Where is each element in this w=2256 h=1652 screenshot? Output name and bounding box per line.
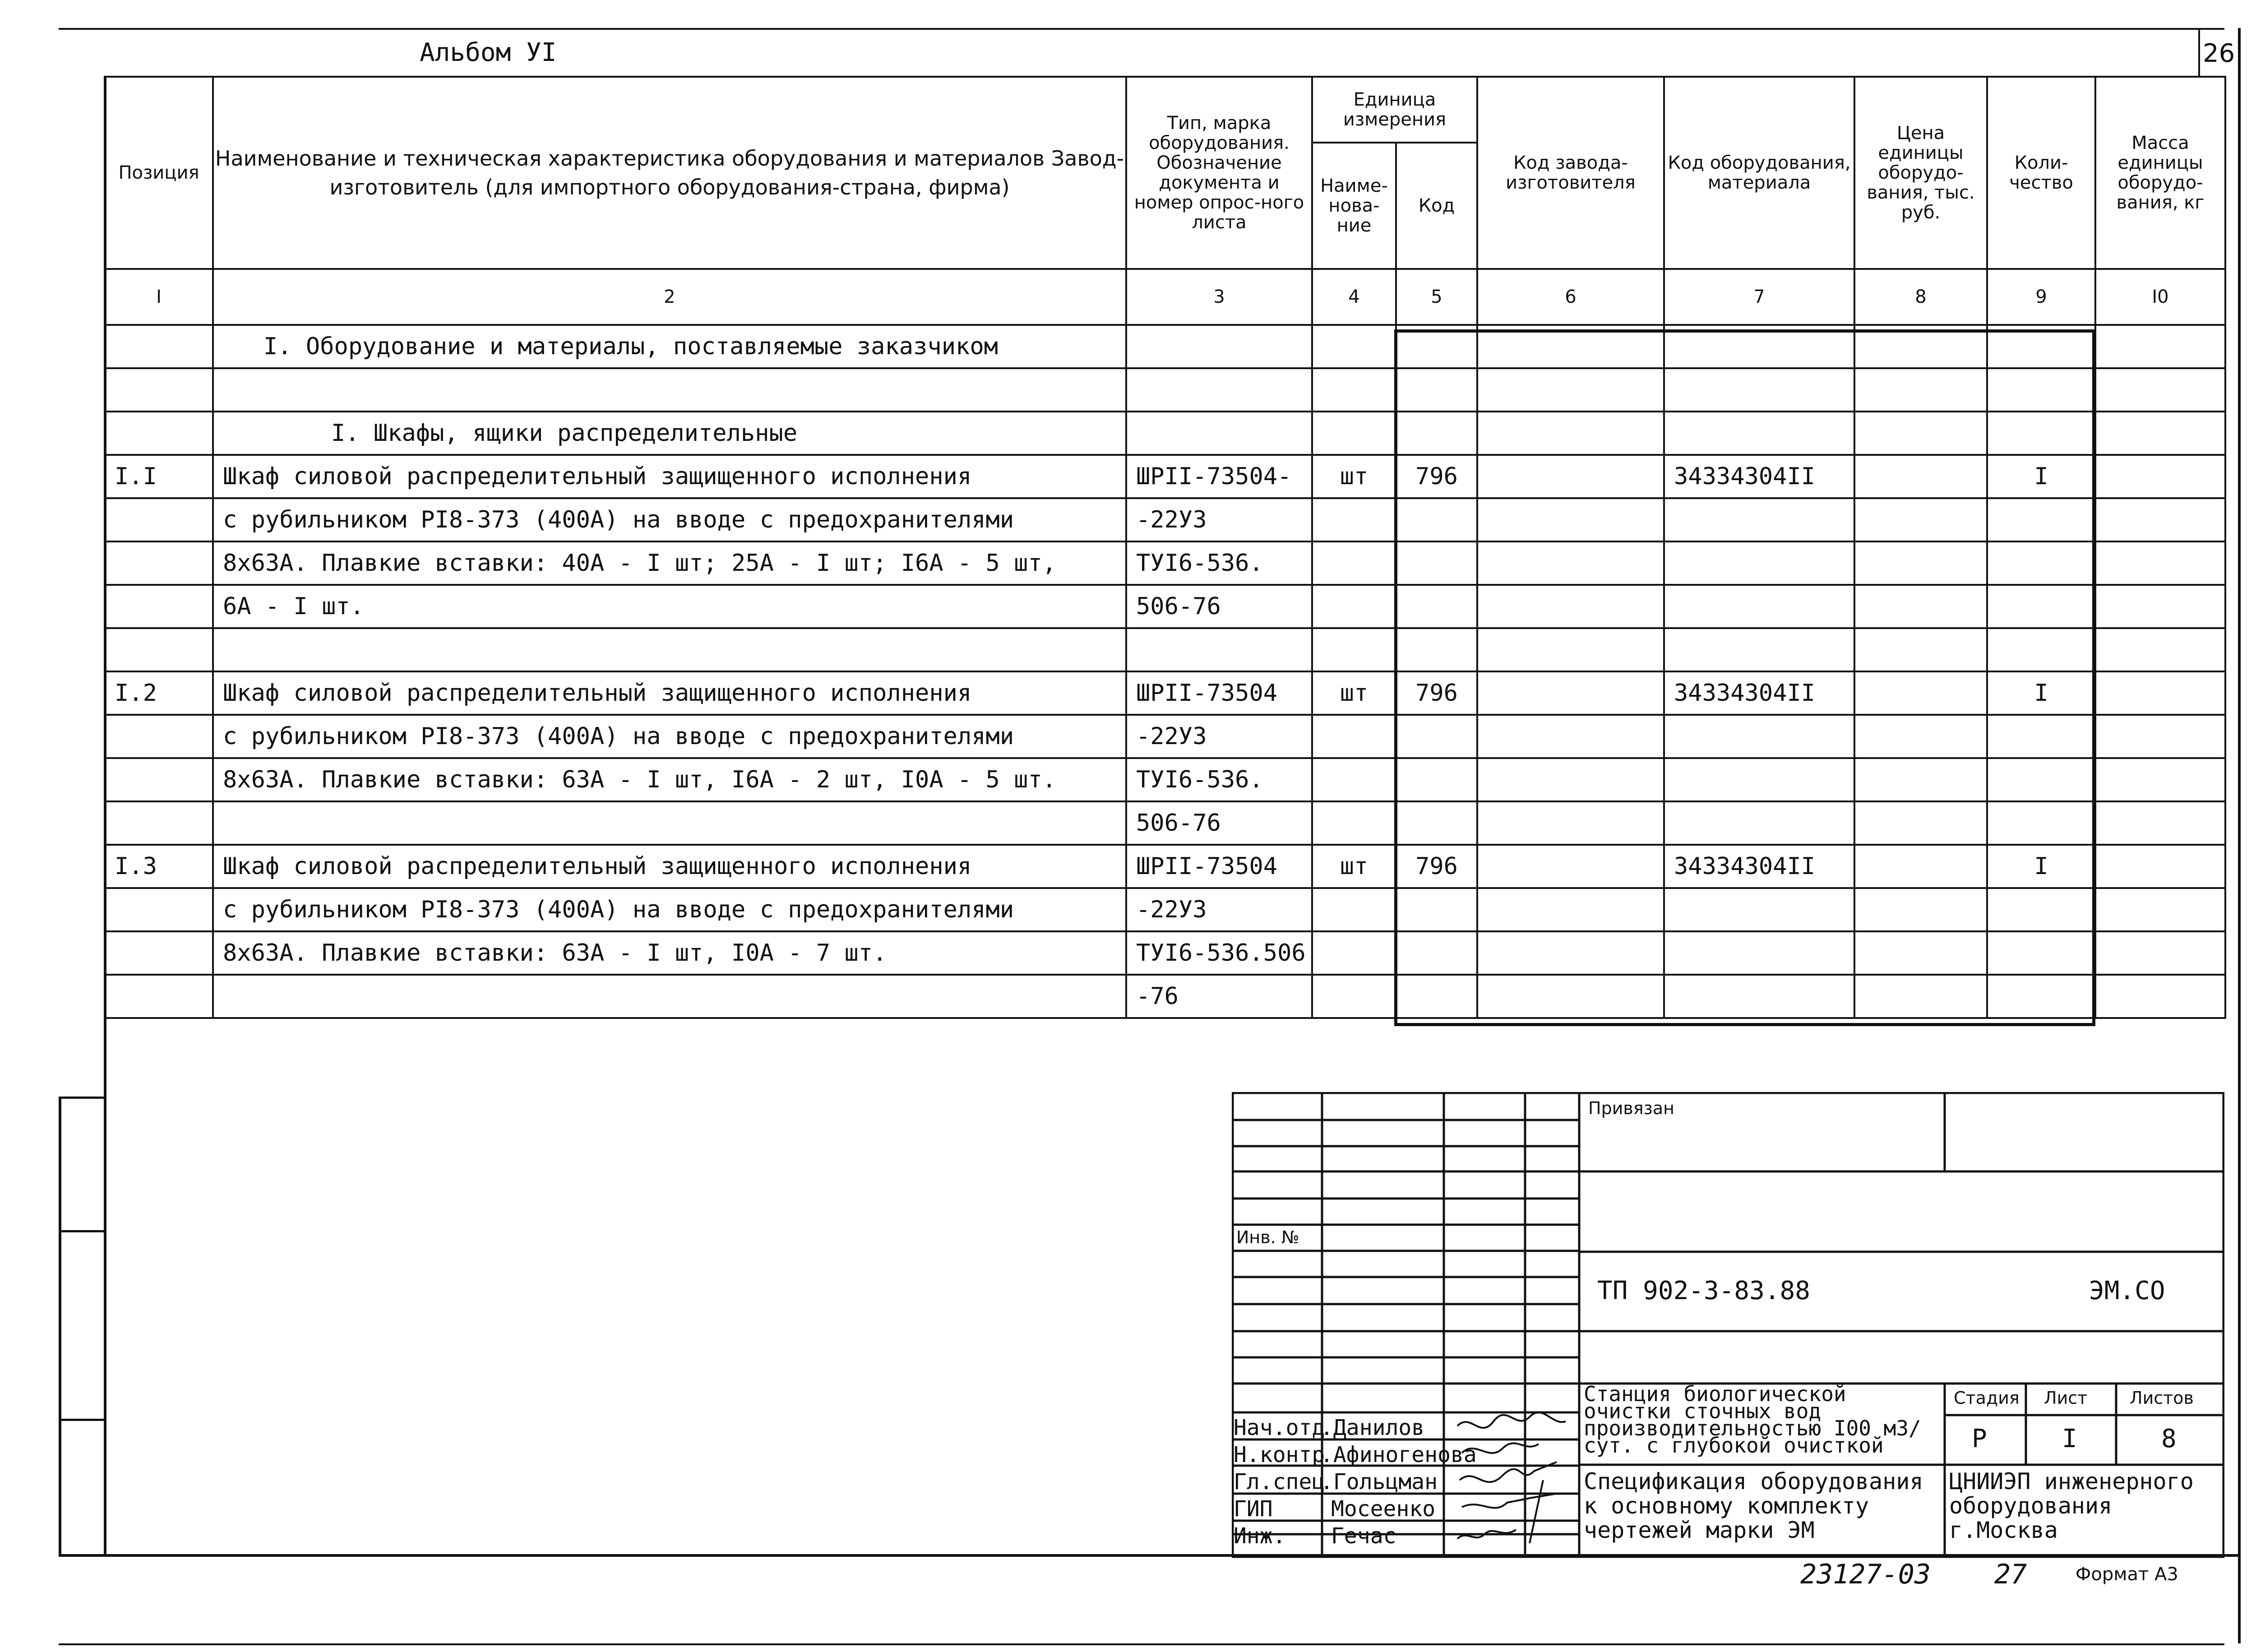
margin-strip-line-3: [59, 1419, 104, 1421]
unit-name-cell: [1312, 801, 1396, 845]
type-cell: -22У3: [1126, 888, 1312, 931]
qty-cell: I: [1987, 671, 2095, 715]
mass-cell: [2095, 412, 2225, 455]
document-mark: ЭМ.СО: [2089, 1276, 2165, 1305]
position-cell: [105, 888, 213, 931]
highlight-frame: [1394, 329, 2095, 1026]
type-cell: 506-76: [1126, 801, 1312, 845]
type-cell: ШРII-73504: [1126, 845, 1312, 888]
name-cell: с рубильником РI8-373 (400А) на вводе с предохранителями: [213, 498, 1126, 541]
unit-name-cell: [1312, 412, 1396, 455]
name-cell: [213, 975, 1126, 1018]
unit-code-cell: 796: [1396, 845, 1477, 888]
page-number: 26: [2203, 39, 2235, 68]
margin-strip-vertical: [59, 1097, 61, 1557]
unit-name-cell: [1312, 368, 1396, 412]
qty-cell: I: [1987, 455, 2095, 498]
name-cell: [213, 628, 1126, 671]
mass-cell: [2095, 455, 2225, 498]
signer-role: Нач.отд: [1234, 1415, 1325, 1440]
type-cell: [1126, 412, 1312, 455]
signer-name: .Данилов: [1320, 1415, 1425, 1440]
archive-number: 23127-03: [1800, 1559, 1931, 1590]
name-cell: 6А - I шт.: [213, 585, 1126, 628]
column-number: 4: [1312, 269, 1396, 325]
unit-name-cell: шт: [1312, 671, 1396, 715]
unit-name-cell: шт: [1312, 845, 1396, 888]
top-frame-line: [59, 28, 2224, 30]
type-cell: -22У3: [1126, 498, 1312, 541]
mass-cell: [2095, 585, 2225, 628]
type-cell: [1126, 325, 1312, 368]
album-label: Альбом УI: [420, 38, 557, 67]
column-number: I: [105, 269, 213, 325]
column-number: I0: [2095, 269, 2225, 325]
mass-cell: [2095, 931, 2225, 975]
col-maker-code-header: Код завода-изготовителя: [1477, 77, 1664, 269]
mass-cell: [2095, 845, 2225, 888]
type-cell: ТУI6-536.: [1126, 758, 1312, 801]
column-number: 9: [1987, 269, 2095, 325]
project-title: Станция биологической очистки сточных вод производительностью I00 м3/сут. с глубокой очисткой: [1584, 1382, 1921, 1458]
position-cell: [105, 412, 213, 455]
stage-value: Р: [1972, 1424, 1987, 1453]
col-equip-code-header: Код оборудования, материала: [1664, 77, 1854, 269]
page-number-box-left: [2198, 28, 2200, 78]
signatures-scribble: [1453, 1408, 1570, 1552]
sheets-label: Листов: [2130, 1388, 2194, 1408]
column-number: 6: [1477, 269, 1664, 325]
position-cell: [105, 498, 213, 541]
mass-cell: [2095, 758, 2225, 801]
mass-cell: [2095, 498, 2225, 541]
equip-code-cell: 34334304II: [1664, 671, 1854, 715]
name-cell: Шкаф силовой распределительный защищенного исполнения: [213, 671, 1126, 715]
type-cell: -22У3: [1126, 715, 1312, 758]
position-cell: [105, 715, 213, 758]
type-cell: -76: [1126, 975, 1312, 1018]
bottom-frame-line: [59, 1643, 2224, 1645]
name-cell: [213, 368, 1126, 412]
right-frame-line: [2238, 28, 2241, 1643]
type-cell: ТУI6-536.: [1126, 541, 1312, 585]
col-name-header: Наименование и техническая характеристика оборудования и материалов Завод-изготовитель (для импортного оборудования-страна, фирма): [213, 77, 1126, 269]
privyazan-label: Привязан: [1588, 1098, 1674, 1118]
mass-cell: [2095, 888, 2225, 931]
position-cell: [105, 325, 213, 368]
name-cell: с рубильником РI8-373 (400А) на вводе с предохранителями: [213, 888, 1126, 931]
col-qty-header: Коли-чество: [1987, 77, 2095, 269]
column-number: 5: [1396, 269, 1477, 325]
sheets-value: 8: [2161, 1424, 2177, 1453]
position-cell: [105, 628, 213, 671]
name-cell: I. Оборудование и материалы, поставляемые заказчиком: [213, 325, 1126, 368]
stage-label: Стадия: [1954, 1388, 2020, 1408]
type-cell: [1126, 628, 1312, 671]
document-code: ТП 902-3-83.88: [1597, 1276, 1811, 1305]
format-label: Формат А3: [2076, 1564, 2178, 1585]
sheet-title: Спецификация оборудования к основному комплекту чертежей марки ЭМ: [1584, 1468, 1923, 1543]
mass-cell: [2095, 671, 2225, 715]
unit-name-cell: [1312, 888, 1396, 931]
mass-cell: [2095, 628, 2225, 671]
mass-cell: [2095, 801, 2225, 845]
type-cell: ШРII-73504: [1126, 671, 1312, 715]
mass-cell: [2095, 368, 2225, 412]
name-cell: Шкаф силовой распределительный защищенного исполнения: [213, 455, 1126, 498]
signer-role: Н.контр: [1234, 1442, 1325, 1467]
signer-name: .Афиногенова: [1320, 1442, 1477, 1467]
inventory-number-label: Инв. №: [1236, 1227, 1299, 1247]
unit-code-cell: 796: [1396, 455, 1477, 498]
unit-name-cell: [1312, 541, 1396, 585]
sheet-label: Лист: [2044, 1388, 2088, 1408]
equip-code-cell: 34334304II: [1664, 845, 1854, 888]
position-cell: [105, 975, 213, 1018]
name-cell: 8х63А. Плавкие вставки: 40А - I шт; 25А - I шт; I6А - 5 шт,: [213, 541, 1126, 585]
mass-cell: [2095, 715, 2225, 758]
col-unit-code-header: Код: [1396, 143, 1477, 269]
name-cell: [213, 801, 1126, 845]
column-number: 7: [1664, 269, 1854, 325]
name-cell: с рубильником РI8-373 (400А) на вводе с предохранителями: [213, 715, 1126, 758]
position-cell: [105, 801, 213, 845]
position-cell: I.3: [105, 845, 213, 888]
position-cell: [105, 758, 213, 801]
column-number: 2: [213, 269, 1126, 325]
margin-strip-line-2: [59, 1230, 104, 1232]
unit-name-cell: [1312, 715, 1396, 758]
unit-name-cell: [1312, 931, 1396, 975]
col-unit-name-header: Наиме-нова-ние: [1312, 143, 1396, 269]
archive-page: 27: [1994, 1559, 2027, 1590]
type-cell: ШРII-73504-: [1126, 455, 1312, 498]
unit-name-cell: [1312, 628, 1396, 671]
organization: ЦНИИЭП инженерного оборудования г.Москва: [1949, 1468, 2194, 1543]
margin-strip-line-1: [59, 1097, 104, 1099]
unit-name-cell: [1312, 498, 1396, 541]
qty-cell: I: [1987, 845, 2095, 888]
name-cell: 8х63А. Плавкие вставки: 63А - I шт, I6А - 2 шт, I0А - 5 шт.: [213, 758, 1126, 801]
name-cell: I. Шкафы, ящики распределительные: [213, 412, 1126, 455]
unit-name-cell: [1312, 758, 1396, 801]
name-cell: Шкаф силовой распределительный защищенного исполнения: [213, 845, 1126, 888]
signer-name: Мосеенко: [1331, 1496, 1436, 1522]
unit-name-cell: [1312, 585, 1396, 628]
column-number: 8: [1854, 269, 1987, 325]
position-cell: I.2: [105, 671, 213, 715]
unit-name-cell: шт: [1312, 455, 1396, 498]
unit-code-cell: 796: [1396, 671, 1477, 715]
signer-role: Инж.: [1234, 1523, 1286, 1549]
col-position-header: Позиция: [105, 77, 213, 269]
col-unit-group-header: Единица измерения: [1312, 77, 1477, 143]
title-block: [1232, 1092, 2224, 1561]
mass-cell: [2095, 975, 2225, 1018]
col-price-header: Цена единицы оборудо-вания, тыс. руб.: [1854, 77, 1987, 269]
name-cell: 8х63А. Плавкие вставки: 63А - I шт, I0А - 7 шт.: [213, 931, 1126, 975]
position-cell: I.I: [105, 455, 213, 498]
column-number: 3: [1126, 269, 1312, 325]
col-type-header: Тип, марка оборудования. Обозначение документа и номер опрос-ного листа: [1126, 77, 1312, 269]
type-cell: ТУI6-536.506: [1126, 931, 1312, 975]
signer-role: Гл.спец: [1234, 1469, 1325, 1495]
type-cell: [1126, 368, 1312, 412]
position-cell: [105, 585, 213, 628]
signer-name: .Гольцман: [1320, 1469, 1438, 1495]
sheet-value: I: [2062, 1424, 2077, 1453]
position-cell: [105, 931, 213, 975]
position-cell: [105, 368, 213, 412]
unit-name-cell: [1312, 325, 1396, 368]
signer-role: ГИП: [1234, 1496, 1273, 1522]
mass-cell: [2095, 325, 2225, 368]
equip-code-cell: 34334304II: [1664, 455, 1854, 498]
type-cell: 506-76: [1126, 585, 1312, 628]
col-mass-header: Масса единицы оборудо-вания, кг: [2095, 77, 2225, 269]
position-cell: [105, 541, 213, 585]
mass-cell: [2095, 541, 2225, 585]
unit-name-cell: [1312, 975, 1396, 1018]
signer-name: Гечас: [1331, 1523, 1396, 1549]
